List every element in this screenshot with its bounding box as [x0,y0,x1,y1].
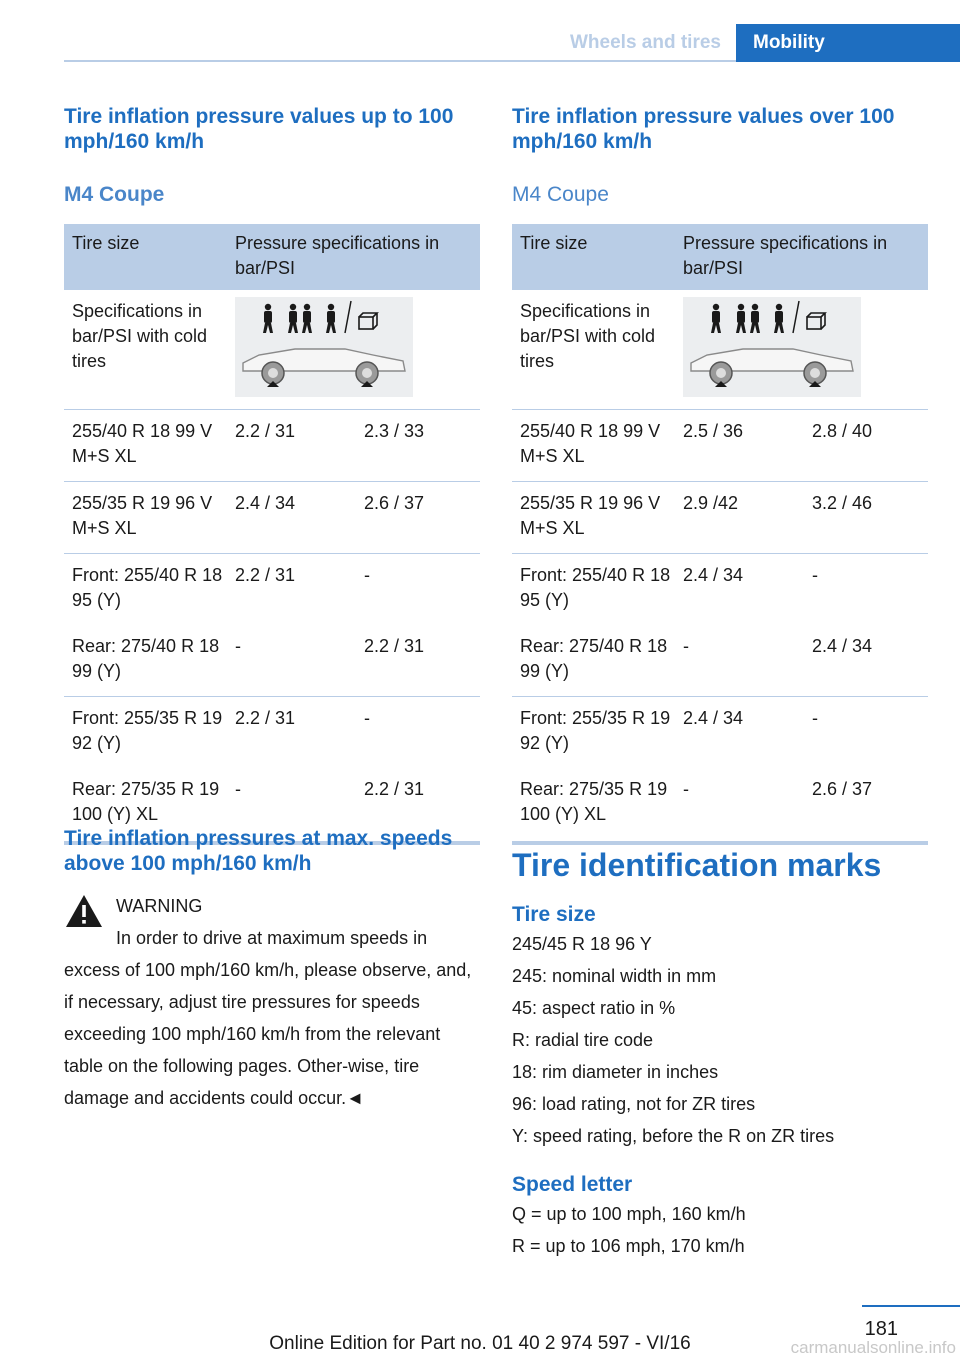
tire-size-cell: 255/40 R 18 99 V M+S XL [64,410,227,482]
table-row [64,697,480,769]
list-item: 245/45 R 18 96 Y [512,934,652,954]
max-speed-heading: Tire inflation pressures at max. speeds above 100 mph/160 km/h [64,827,453,875]
pressure-partial-load: 2.5 / 36 [675,410,804,482]
pressure-partial-load: 2.2 / 31 [227,554,356,626]
speed-letter-subheading: Speed letter [512,1173,633,1196]
pressure-partial-load: 2.4 / 34 [675,554,804,626]
pressure-partial-load: - [227,768,356,843]
pressure-full-load: 2.2 / 31 [364,636,425,656]
tire-size-cell: Rear: 275/40 R 18 99 (Y) [72,636,220,681]
table-row [64,625,480,697]
left-heading: Tire inflation pressure values up to 100 mph/160 km/h [64,105,454,153]
tire-size-cell: 255/35 R 19 96 V M+S XL [64,482,227,554]
pressure-partial-load: 2.2 / 31 [227,410,356,482]
load-diagram [227,290,480,410]
page-number: 181 [864,1318,898,1340]
header-chapter-tab[interactable]: Mobility [736,24,960,62]
tire-size-subheading: Tire size [512,903,596,926]
vehicle-load-illustration [683,297,861,397]
edition-footer: Online Edition for Part no. 01 40 2 974 597 - VI/16 [269,1333,691,1354]
pressure-partial-load: - [675,768,804,843]
pressure-full-load: 2.2 / 31 [356,768,480,843]
spec-label: Specifications in bar/PSI with cold tires [72,301,208,371]
table-row [64,410,480,482]
tire-size-cell: 255/35 R 19 96 V M+S XL [512,482,675,554]
right-heading: Tire inflation pressure values over 100 mph/160 km/h [512,105,895,153]
table-row [512,410,928,482]
pressure-partial-load: 2.9 /42 [675,482,804,554]
pressure-full-load: 2.6 / 37 [356,482,480,554]
warning-text: excess of 100 mph/160 km/h, please observe, and, if necessary, adjust tire pressures for speeds exceeding 100 mph/160 km/h from the relevant table on the following pages. Other-wise, tire damage and accidents could occur.◄ [64,960,472,1108]
list-item: R: radial tire code [512,1030,654,1050]
list-item: 45: aspect ratio in % [512,998,676,1018]
pressure-full-load: - [356,554,480,626]
table-row [64,482,480,554]
table-row [512,554,928,626]
right-model: M4 Coupe [512,183,609,206]
pressure-partial-load: 2.4 / 34 [675,697,804,769]
list-item: Y: speed rating, before the R on ZR tires [512,1126,835,1146]
table-row [512,697,928,769]
list-item: R = up to 106 mph, 170 km/h [512,1236,745,1256]
list-item: 245: nominal width in mm [512,966,717,986]
pressure-full-load: 3.2 / 46 [804,482,928,554]
table-row [512,625,928,697]
table-row [512,482,928,554]
tire-marks-section [512,846,928,1262]
warning-block [64,890,480,1114]
vehicle-load-illustration [235,297,413,397]
list-item: 96: load rating, not for ZR tires [512,1094,756,1114]
tire-size-cell: Rear: 275/35 R 19 100 (Y) XL [512,768,675,843]
tire-size-cell: Rear: 275/35 R 19 100 (Y) XL [64,768,227,843]
max-speed-section [64,826,480,1114]
left-pressure-table [64,224,480,845]
tire-size-cell: Front: 255/40 R 18 95 (Y) [512,554,675,626]
header-section-tab[interactable]: Wheels and tires [570,32,721,53]
watermark: carmanualsonline.info [790,1338,956,1357]
footer-rule [862,1305,960,1307]
pressure-partial-load: - [235,636,241,656]
col-pressure: Pressure specifications in bar/PSI [675,224,928,290]
pressure-full-load: 2.3 / 33 [356,410,480,482]
col-tire-size: Tire size [64,224,227,290]
pressure-partial-load: 2.2 / 31 [227,697,356,769]
warning-text-first: In order to drive at maximum speeds in [116,928,428,948]
pressure-full-load: 2.4 / 34 [812,636,873,656]
list-item: Q = up to 100 mph, 160 km/h [512,1204,746,1224]
pressure-full-load: - [356,697,480,769]
table-row [512,768,928,843]
load-diagram [675,290,928,410]
warning-icon [64,893,104,929]
tire-size-cell: 255/40 R 18 99 V M+S XL [512,410,675,482]
tire-size-cell: Front: 255/35 R 19 92 (Y) [512,697,675,769]
pressure-full-load: 2.8 / 40 [804,410,928,482]
pressure-partial-load: - [683,636,689,656]
tire-size-cell: Rear: 275/40 R 18 99 (Y) [520,636,668,681]
warning-title: WARNING [116,896,203,916]
pressure-full-load: 2.6 / 37 [804,768,928,843]
tire-size-cell: Front: 255/40 R 18 95 (Y) [64,554,227,626]
left-model: M4 Coupe [64,183,165,206]
pressure-full-load: - [804,697,928,769]
right-pressure-table [512,224,928,845]
tire-size-cell: Front: 255/35 R 19 92 (Y) [64,697,227,769]
left-column [64,104,480,845]
col-tire-size: Tire size [512,224,675,290]
pressure-partial-load: 2.4 / 34 [227,482,356,554]
pressure-full-load: - [804,554,928,626]
right-column [512,104,928,845]
col-pressure: Pressure specifications in bar/PSI [227,224,480,290]
spec-label: Specifications in bar/PSI with cold tires [520,301,656,371]
table-row [64,554,480,626]
tire-marks-heading: Tire identification marks [512,847,882,883]
list-item: 18: rim diameter in inches [512,1062,719,1082]
